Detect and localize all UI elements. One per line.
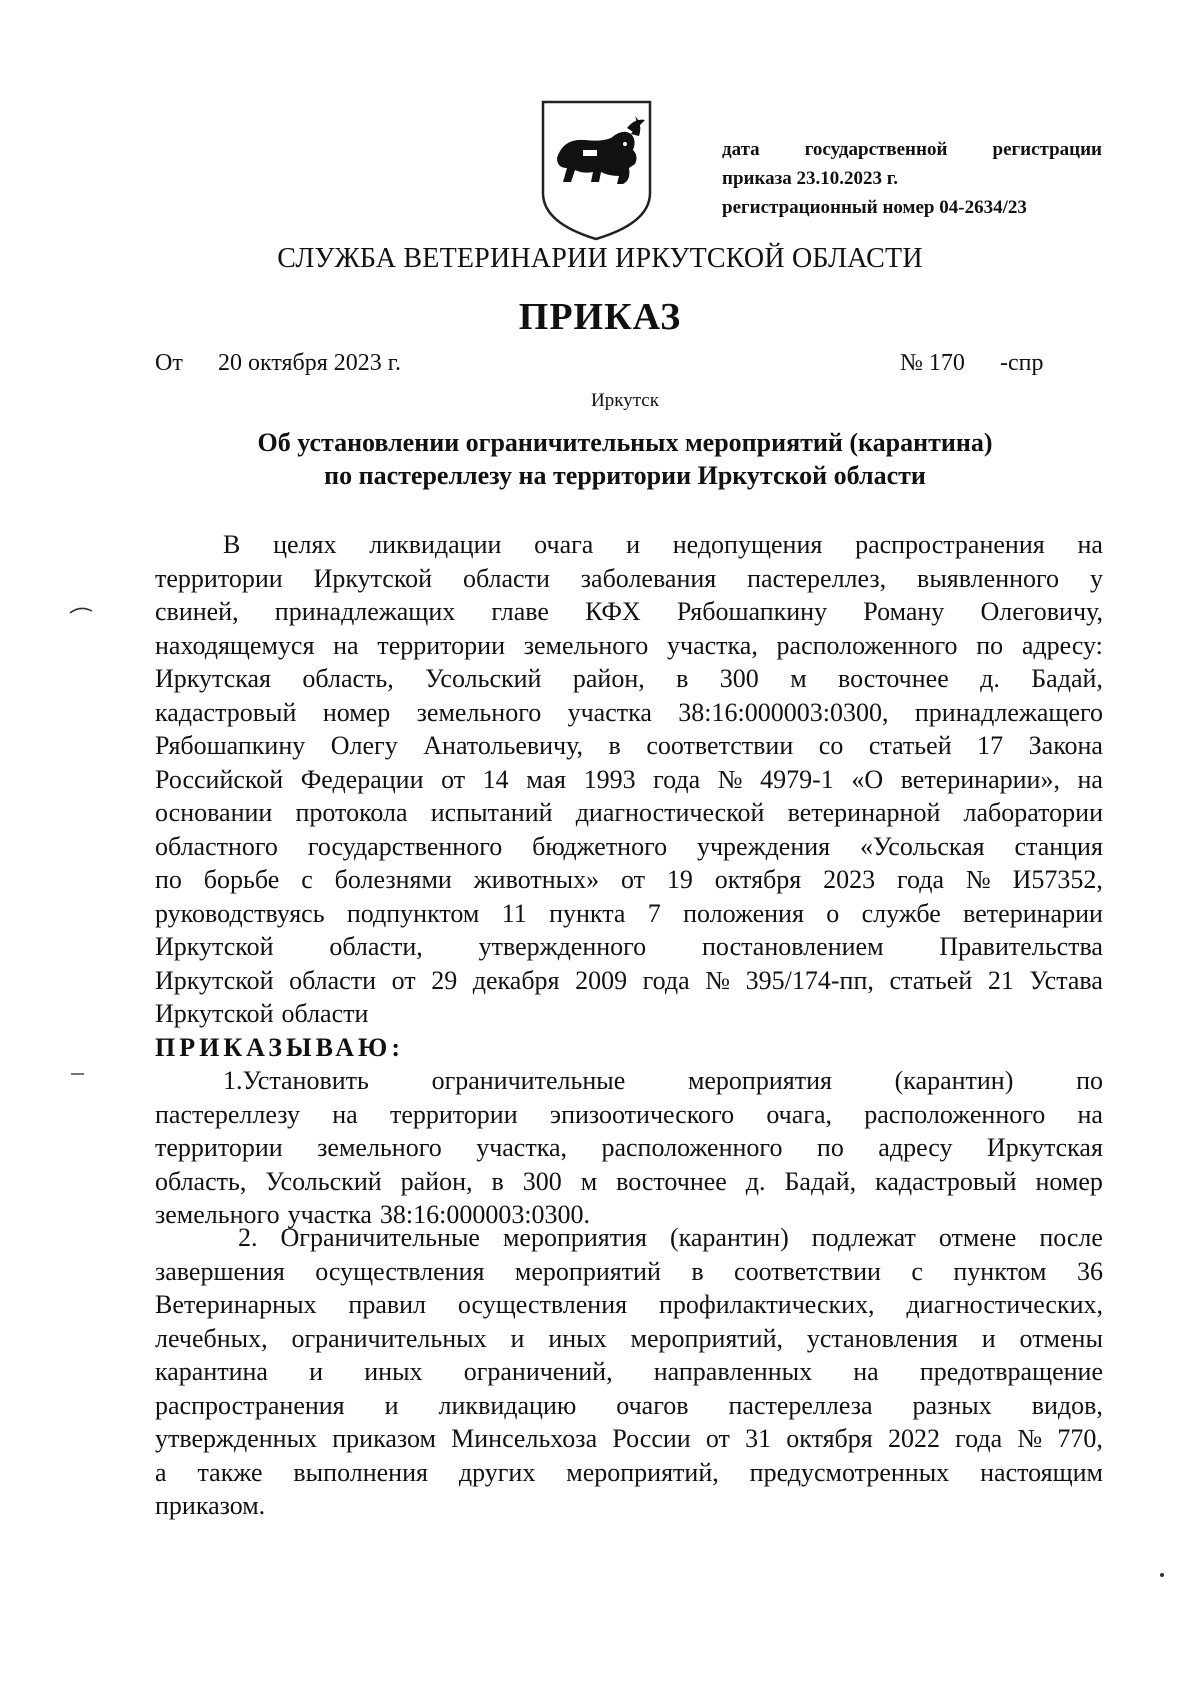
word: России bbox=[612, 1424, 691, 1453]
word: область, bbox=[302, 664, 394, 693]
word: диагностических, bbox=[906, 1290, 1103, 1319]
word: «О bbox=[851, 764, 884, 794]
word: Бадай, bbox=[784, 1166, 857, 1196]
word: отмены bbox=[1019, 1323, 1103, 1353]
text-line bbox=[155, 897, 1103, 931]
word: лаборатории bbox=[963, 798, 1103, 827]
word: подпунктом bbox=[346, 898, 480, 928]
word: у bbox=[1089, 563, 1103, 593]
word: животных» bbox=[473, 865, 600, 894]
word: статьей bbox=[889, 965, 973, 995]
word: расположенного bbox=[601, 1133, 783, 1162]
word: ветеринарии», bbox=[900, 764, 1060, 794]
city: Иркутск bbox=[591, 390, 659, 411]
orders-label: ПРИКАЗЫВАЮ: bbox=[155, 1032, 404, 1062]
word: 19 bbox=[666, 865, 693, 894]
word: территории bbox=[377, 630, 505, 660]
word: области bbox=[289, 965, 376, 995]
word: разных bbox=[912, 1390, 992, 1420]
word: № bbox=[965, 865, 991, 894]
word: осуществления bbox=[457, 1290, 628, 1319]
word: 300 bbox=[719, 664, 759, 693]
text-line bbox=[155, 562, 1103, 596]
word: в bbox=[691, 1256, 704, 1286]
word: в bbox=[608, 731, 621, 760]
word: Иркутской bbox=[313, 563, 433, 593]
word: № bbox=[705, 965, 731, 995]
word: по bbox=[1076, 1066, 1103, 1095]
word: от bbox=[441, 764, 466, 794]
preamble-lines bbox=[155, 528, 1103, 1031]
word: кадастровый bbox=[155, 697, 297, 727]
word: номер bbox=[322, 697, 391, 727]
word: Рябошапкину bbox=[676, 597, 828, 626]
word: а bbox=[155, 1457, 167, 1487]
word: станция bbox=[1014, 831, 1103, 861]
word: 36 bbox=[1076, 1256, 1103, 1286]
word: участка bbox=[567, 697, 652, 727]
word: мероприятия bbox=[687, 1066, 832, 1095]
word: области bbox=[281, 999, 369, 1028]
word: 14 bbox=[482, 764, 509, 794]
word: 2009 bbox=[575, 965, 628, 995]
word: по bbox=[816, 1133, 844, 1162]
word: восточнее bbox=[838, 664, 949, 693]
word: эпизоотического bbox=[549, 1099, 735, 1129]
word: Российской bbox=[155, 764, 284, 794]
word: ветеринарии bbox=[963, 898, 1103, 928]
word: областного bbox=[155, 831, 278, 861]
word: распространения bbox=[155, 1390, 345, 1420]
word: регистрации bbox=[992, 139, 1102, 160]
word: на bbox=[1077, 764, 1103, 794]
word: земельного bbox=[416, 697, 542, 727]
word: предотвращение bbox=[919, 1357, 1103, 1386]
word: Усольский bbox=[265, 1166, 382, 1196]
word: приказом bbox=[332, 1424, 436, 1453]
text-line bbox=[155, 763, 1103, 797]
text-line bbox=[155, 1322, 1103, 1356]
word: октября bbox=[786, 1424, 873, 1453]
word: Иркутской bbox=[155, 999, 274, 1028]
word: и bbox=[384, 1390, 399, 1420]
word: с bbox=[911, 1256, 923, 1286]
word: утвержденных bbox=[155, 1424, 318, 1453]
word: других bbox=[458, 1457, 536, 1487]
word: очагов bbox=[616, 1390, 689, 1420]
text-line bbox=[155, 662, 1103, 696]
word: пункта bbox=[549, 898, 626, 928]
word: октября bbox=[714, 865, 802, 894]
word: о bbox=[826, 898, 840, 928]
word: утвержденного bbox=[478, 932, 647, 961]
text-line bbox=[155, 997, 1103, 1031]
word: иных bbox=[548, 1323, 607, 1353]
word: 1.Установить bbox=[223, 1066, 369, 1095]
word: № bbox=[717, 764, 743, 794]
word: область, bbox=[155, 1166, 247, 1196]
word: статьей bbox=[868, 731, 952, 760]
word: от bbox=[705, 1424, 730, 1453]
word: земельного bbox=[317, 1133, 442, 1162]
word: заболевания bbox=[580, 563, 717, 593]
word: Роману bbox=[863, 597, 945, 626]
word: основании bbox=[155, 798, 273, 827]
word: приказом. bbox=[155, 1491, 266, 1520]
text-line bbox=[155, 1064, 1103, 1098]
word: года bbox=[955, 1424, 1003, 1453]
word: от bbox=[391, 965, 416, 995]
word: участка, bbox=[667, 630, 758, 660]
word: Иркутская bbox=[986, 1133, 1103, 1162]
word: территории bbox=[155, 1133, 283, 1162]
text-line bbox=[155, 863, 1103, 897]
date-prefix: От bbox=[155, 350, 183, 376]
text-line bbox=[155, 1456, 1103, 1490]
word: 38:16:000003:0300. bbox=[379, 1200, 591, 1229]
word: очага, bbox=[766, 1099, 832, 1129]
word: находящемуся bbox=[155, 630, 315, 660]
word: принадлежащего bbox=[914, 697, 1103, 727]
word: адресу: bbox=[1021, 630, 1103, 660]
word: соответствии bbox=[734, 1256, 881, 1286]
word: отмене bbox=[938, 1223, 1017, 1252]
text-line bbox=[155, 1355, 1103, 1389]
word: 29 bbox=[431, 965, 458, 995]
preamble-paragraph bbox=[155, 528, 1103, 1232]
word: также bbox=[197, 1457, 263, 1487]
word: испытаний bbox=[430, 798, 553, 827]
word: Минсельхоза bbox=[451, 1424, 598, 1453]
item-2 bbox=[155, 1221, 1103, 1523]
word: Иркутской bbox=[155, 932, 274, 961]
word: установления bbox=[806, 1323, 958, 1353]
word: (карантин) bbox=[669, 1223, 789, 1252]
word: постановлением bbox=[702, 932, 884, 961]
word: службе bbox=[861, 898, 941, 928]
word: очага bbox=[534, 530, 594, 559]
text-line bbox=[155, 1288, 1103, 1322]
word: и bbox=[510, 1323, 525, 1353]
word: руководствуясь bbox=[155, 898, 325, 928]
word: на bbox=[1077, 1099, 1103, 1129]
text-line bbox=[155, 830, 1103, 864]
word: В bbox=[223, 530, 241, 559]
word: и bbox=[309, 1357, 324, 1386]
word: Олеговичу, bbox=[980, 597, 1103, 626]
word: земельного bbox=[155, 1200, 280, 1229]
text-line bbox=[155, 528, 1103, 562]
word: 11 bbox=[501, 898, 527, 928]
word: мероприятий bbox=[514, 1256, 661, 1286]
word: район, bbox=[572, 664, 645, 693]
word: выявленного bbox=[917, 563, 1060, 593]
word: ликвидацию bbox=[438, 1390, 577, 1420]
word: соответствии bbox=[646, 731, 794, 760]
word: Олегу bbox=[330, 731, 398, 760]
word: пунктом bbox=[953, 1256, 1047, 1286]
word: м bbox=[580, 1166, 598, 1196]
word: КФХ bbox=[585, 597, 641, 626]
word: карантина bbox=[155, 1357, 268, 1386]
word: 300 bbox=[522, 1166, 562, 1196]
word: Бадай, bbox=[1031, 664, 1103, 693]
word: 38:16:000003:0300, bbox=[678, 697, 889, 727]
word: принадлежащих bbox=[274, 597, 456, 626]
text-line bbox=[155, 1165, 1103, 1199]
word: Федерации bbox=[300, 764, 424, 794]
word: Анатольевичу, bbox=[423, 731, 584, 760]
word: государственной bbox=[804, 139, 948, 160]
word: расположенного bbox=[864, 1099, 1046, 1129]
registration-number: регистрационный номер 04-2634/23 bbox=[722, 197, 1027, 218]
word: положения bbox=[683, 898, 804, 928]
word: 2. bbox=[238, 1223, 258, 1252]
word: направленных bbox=[653, 1357, 813, 1386]
word: (карантин) bbox=[894, 1066, 1014, 1095]
word: правил bbox=[348, 1290, 427, 1319]
word: пастереллеза bbox=[728, 1390, 873, 1420]
document-date: 20 октября 2023 г. bbox=[218, 350, 401, 376]
word: Ограничительные bbox=[280, 1223, 480, 1252]
text-line bbox=[155, 629, 1103, 663]
word: пастереллез, bbox=[747, 563, 887, 593]
word: территории bbox=[155, 563, 283, 593]
word: Иркутская bbox=[155, 664, 271, 693]
word: ветеринарной bbox=[787, 798, 941, 827]
word: адресу bbox=[878, 1133, 953, 1162]
word: главе bbox=[491, 597, 549, 626]
word: д. bbox=[745, 1166, 766, 1196]
word: года bbox=[653, 764, 701, 794]
word: бюджетного bbox=[532, 831, 668, 861]
scan-dot-icon bbox=[1159, 1572, 1165, 1578]
word: недопущения bbox=[672, 530, 823, 559]
text-line bbox=[155, 729, 1103, 763]
scan-mark-icon bbox=[70, 1071, 86, 1077]
word: борьбе bbox=[203, 865, 280, 894]
word: 395/174-пп, bbox=[745, 965, 874, 995]
word: номер bbox=[1035, 1166, 1103, 1196]
text-line bbox=[155, 930, 1103, 964]
item-1 bbox=[155, 1064, 1103, 1232]
word: Закона bbox=[1028, 731, 1103, 760]
word: участка bbox=[287, 1200, 372, 1229]
text-line bbox=[155, 1389, 1103, 1423]
word: области, bbox=[329, 932, 423, 961]
document-heading bbox=[0, 426, 1200, 492]
word: по bbox=[976, 630, 1004, 660]
word: диагностической bbox=[575, 798, 765, 827]
word: осуществления bbox=[315, 1256, 485, 1286]
word: на bbox=[332, 1099, 358, 1129]
word: ликвидации bbox=[369, 530, 502, 559]
scan-mark-icon bbox=[68, 605, 94, 615]
word: мероприятий, bbox=[566, 1457, 719, 1487]
word: 770, bbox=[1057, 1424, 1103, 1453]
word: со bbox=[818, 731, 844, 760]
word: 31 bbox=[745, 1424, 772, 1453]
text-line bbox=[155, 796, 1103, 830]
word: 1993 bbox=[583, 764, 636, 794]
text-line bbox=[155, 1098, 1103, 1132]
word: ограничительные bbox=[431, 1066, 626, 1095]
registration-line-1 bbox=[722, 135, 1102, 164]
word: И57352, bbox=[1012, 865, 1103, 894]
word: мая bbox=[526, 764, 566, 794]
word: целях bbox=[273, 530, 337, 559]
word: выполнения bbox=[293, 1457, 428, 1487]
word: Иркутской bbox=[155, 965, 274, 995]
word: настоящим bbox=[980, 1457, 1103, 1487]
word: 2022 bbox=[887, 1424, 940, 1453]
word: государственного bbox=[307, 831, 503, 861]
word: 21 bbox=[987, 965, 1014, 995]
word: 7 bbox=[647, 898, 661, 928]
word: № bbox=[1017, 1424, 1043, 1453]
document-type-title: ПРИКАЗ bbox=[518, 296, 682, 338]
text-line bbox=[155, 696, 1103, 730]
word: области bbox=[462, 563, 550, 593]
text-line bbox=[155, 1422, 1103, 1456]
word: Правительства bbox=[939, 932, 1103, 961]
word: д. bbox=[980, 664, 1000, 693]
word: мероприятия bbox=[502, 1223, 647, 1252]
registration-date: приказа 23.10.2023 г. bbox=[722, 168, 898, 189]
heading-line: по пастереллезу на территории Иркутской области bbox=[324, 461, 926, 490]
word: на bbox=[333, 630, 359, 660]
word: на bbox=[853, 1357, 879, 1386]
word: 2023 bbox=[823, 865, 876, 894]
word: иных bbox=[364, 1357, 423, 1386]
coat-of-arms-icon bbox=[539, 98, 654, 243]
word: Рябошапкину bbox=[155, 731, 306, 760]
word: район, bbox=[400, 1166, 473, 1196]
word: болезнями bbox=[334, 865, 452, 894]
word: Ветеринарных bbox=[155, 1290, 317, 1319]
text-line bbox=[155, 595, 1103, 629]
word: после bbox=[1039, 1223, 1103, 1252]
word: расположенного bbox=[776, 630, 958, 660]
word: участка, bbox=[476, 1133, 567, 1162]
text-line bbox=[155, 1255, 1103, 1289]
word: видов, bbox=[1031, 1390, 1103, 1420]
item-2-lines bbox=[155, 1221, 1103, 1523]
word: в bbox=[676, 664, 689, 693]
word: подлежат bbox=[811, 1223, 916, 1252]
word: профилактических, bbox=[658, 1290, 875, 1319]
word: ограничений, bbox=[463, 1357, 613, 1386]
word: на bbox=[1077, 530, 1103, 559]
text-line bbox=[155, 1221, 1103, 1255]
word: года bbox=[642, 965, 690, 995]
registration-block bbox=[722, 135, 1102, 222]
word: декабря bbox=[472, 965, 560, 995]
document-number: № 170 bbox=[900, 350, 965, 376]
word: Устава bbox=[1029, 965, 1103, 995]
word: мероприятий, bbox=[630, 1323, 784, 1353]
word: м bbox=[790, 664, 807, 693]
word: предусмотренных bbox=[749, 1457, 950, 1487]
word: протокола bbox=[295, 798, 408, 827]
word: распространения bbox=[855, 530, 1045, 559]
word: пастереллезу bbox=[155, 1099, 300, 1129]
heading-line: Об установлении ограничительных мероприятий (карантина) bbox=[257, 428, 993, 457]
word: земельного bbox=[523, 630, 649, 660]
text-line bbox=[155, 1131, 1103, 1165]
word: в bbox=[491, 1166, 504, 1196]
word: свиней, bbox=[155, 597, 239, 626]
word: «Усольская bbox=[860, 831, 985, 861]
word: учреждения bbox=[696, 831, 831, 861]
word: 17 bbox=[977, 731, 1004, 760]
word: года bbox=[896, 865, 945, 894]
word: Усольский bbox=[425, 664, 542, 693]
text-line bbox=[155, 964, 1103, 998]
word: кадастровый bbox=[875, 1166, 1017, 1196]
word: дата bbox=[722, 139, 760, 160]
word: от bbox=[620, 865, 646, 894]
word: и bbox=[626, 530, 640, 559]
word: восточнее bbox=[616, 1166, 727, 1196]
document-number-suffix: -спр bbox=[1000, 350, 1044, 376]
word: территории bbox=[389, 1099, 518, 1129]
text-line bbox=[155, 1489, 1103, 1523]
word: по bbox=[155, 865, 182, 894]
agency-name: СЛУЖБА ВЕТЕРИНАРИИ ИРКУТСКОЙ ОБЛАСТИ bbox=[277, 243, 923, 274]
word: ограничительных bbox=[291, 1323, 487, 1353]
word: и bbox=[981, 1323, 996, 1353]
word: завершения bbox=[155, 1256, 285, 1286]
word: лечебных, bbox=[155, 1323, 268, 1353]
word: 4979-1 bbox=[760, 764, 834, 794]
word: с bbox=[301, 865, 313, 894]
